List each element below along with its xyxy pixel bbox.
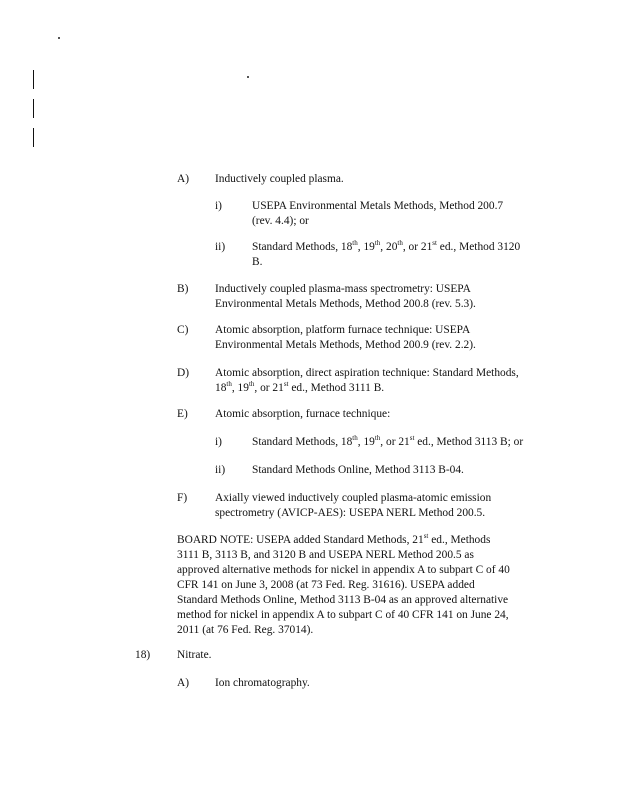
item-b-label: B) [177,283,189,295]
scan-speck [58,37,60,39]
item-18-text: Nitrate. [177,649,212,661]
item-a-sub-ii-line2: B. [252,256,263,268]
board-note-line-3: approved alternative methods for nickel in appendix A to subpart C of 40 [177,564,510,576]
item-e-label: E) [177,408,188,420]
item-c-line1: Atomic absorption, platform furnace technique: USEPA [215,324,471,336]
item-c-label: C) [177,324,189,336]
board-note-line-7: 2011 (at 76 Fed. Reg. 37014). [177,624,314,636]
item-a-label: A) [177,173,190,185]
item-b-line1: Inductively coupled plasma-mass spectrometry: USEPA [215,283,471,295]
board-note-line-2: 3111 B, 3113 B, and 3120 B and USEPA NERL Method 200.5 as [177,549,474,561]
item-f-label: F) [177,492,188,504]
item-e-text: Atomic absorption, furnace technique: [215,408,391,420]
item-a-sub-i-label: i) [215,200,222,212]
board-note-line-4: CFR 141 on June 3, 2008 (at 73 Fed. Reg. 31616). USEPA added [177,579,475,591]
item-a-sub-i-line2: (rev. 4.4); or [252,215,309,227]
board-note-line-1: BOARD NOTE: USEPA added Standard Methods, 21st ed., Methods [177,531,491,546]
item-e-sub-ii-text: Standard Methods Online, Method 3113 B-04. [252,464,464,476]
item-e-sub-i-label: i) [215,436,222,448]
item-a-sub-i-line1: USEPA Environmental Metals Methods, Method 200.7 [252,200,504,212]
item-d-line1: Atomic absorption, direct aspiration technique: Standard Methods, [215,367,519,379]
item-e-sub-ii-label: ii) [215,464,226,476]
revision-bar [33,70,34,89]
scan-speck [247,76,249,78]
item-a-sub-ii-label: ii) [215,241,226,253]
item-18-label: 18) [135,649,151,661]
item-a-text: Inductively coupled plasma. [215,173,344,185]
item-e-sub-i-text: Standard Methods, 18th, 19th, or 21st ed., Method 3113 B; or [252,433,524,448]
revision-bar [33,99,34,118]
item-d-line2: 18th, 19th, or 21st ed., Method 3111 B. [215,379,385,394]
revision-bar [33,128,34,147]
item-f-line1: Axially viewed inductively coupled plasma-atomic emission [215,492,492,504]
item-c-line2: Environmental Metals Methods, Method 200.9 (rev. 2.2). [215,339,476,351]
item-a-sub-ii-line1: Standard Methods, 18th, 19th, 20th, or 21st ed., Method 3120 [252,238,521,253]
board-note-line-5: Standard Methods Online, Method 3113 B-04 as an approved alternative [177,594,509,606]
item-18-sub-a-text: Ion chromatography. [215,677,310,689]
item-b-line2: Environmental Metals Methods, Method 200.8 (rev. 5.3). [215,298,476,310]
item-d-label: D) [177,367,190,379]
board-note-line-6: method for nickel in appendix A to subpart C of 40 CFR 141 on June 24, [177,609,509,621]
item-f-line2: spectrometry (AVICP-AES): USEPA NERL Method 200.5. [215,507,486,519]
item-18-sub-a-label: A) [177,677,190,689]
